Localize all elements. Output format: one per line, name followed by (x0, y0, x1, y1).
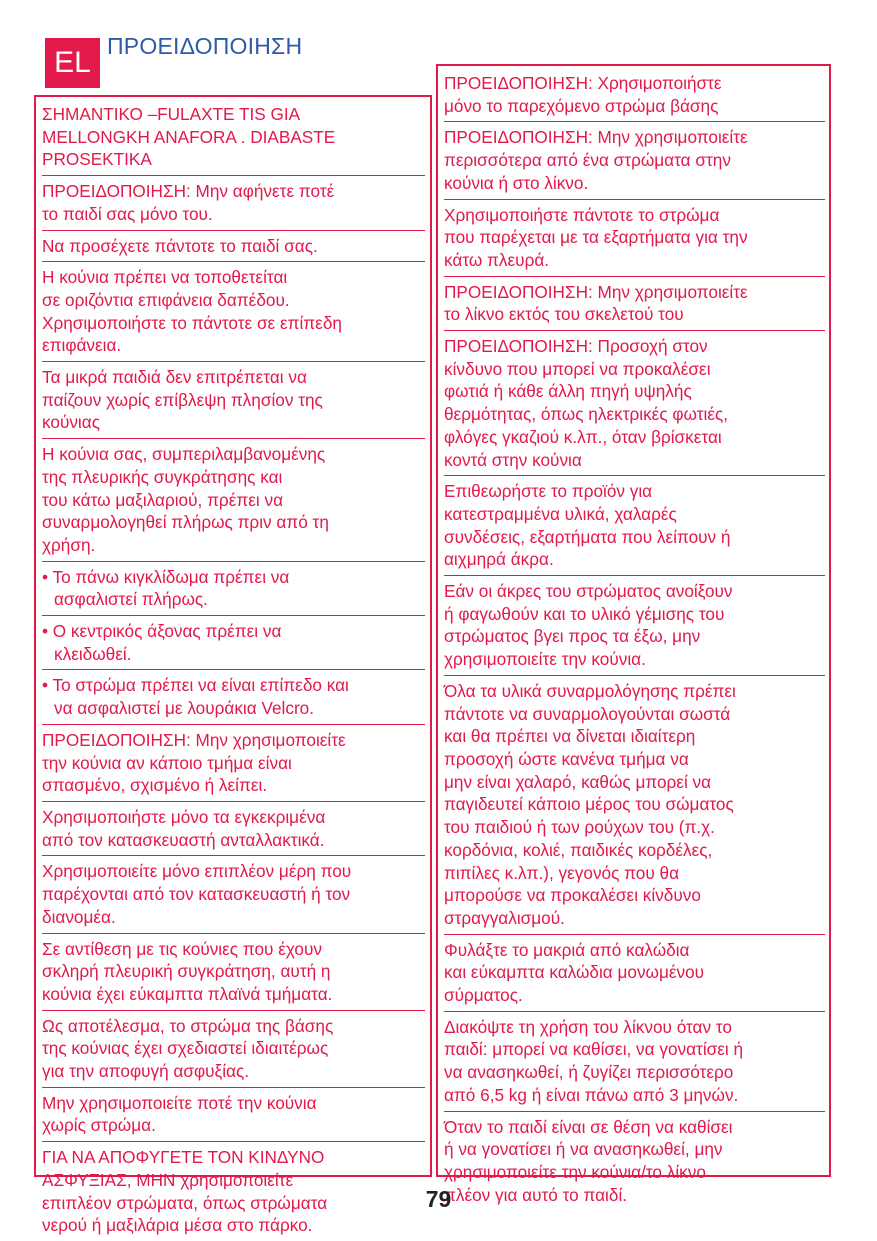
warning-paragraph: Χρησιμοποιήστε πάντοτε το στρώμα που παρέχεται με τα εξαρτήματα για την κάτω πλευρά. (444, 203, 825, 277)
warning-paragraph: Διακόψτε τη χρήση του λίκνου όταν το παιδί: μπορεί να καθίσει, να γονατίσει ή να ανασηκωθεί, ή ζυγίζει περισσότερο από 6,5 kg ή είναι πάνω από 3 μηνών. (444, 1015, 825, 1112)
bullet-item: • Το στρώμα πρέπει να είναι επίπεδο και να ασφαλιστεί με λουράκια Velcro. (42, 673, 425, 724)
warning-paragraph: Όλα τα υλικά συναρμολόγησης πρέπει πάντοτε να συναρμολογούνται σωστά και θα πρέπει να δίνεται ιδιαίτερη προσοχή ώστε κανένα τμήμα να μην είναι χαλαρό, καθώς μπορεί να παγιδευτεί κάποιο μέρος του σώματος του παιδιού ή των ρούχων του (π.χ. κορδόνια, κολιέ, παιδικές κορδέλες, πιπίλες κ.λπ.), γεγονός που θα μπορούσε να προκαλέσει κίνδυνο στραγγαλισμού. (444, 679, 825, 935)
warning-paragraph: Εάν οι άκρες του στρώματος ανοίξουν ή φαγωθούν και το υλικό γέμισης του στρώματος βγει προς τα έξω, μην χρησιμοποιείτε την κούνια. (444, 579, 825, 676)
warning-paragraph: Όταν το παιδί είναι σε θέση να καθίσει ή να γονατίσει ή να ανασηκωθεί, μην χρησιμοποιείτε την κούνια/το λίκνο πλέον για αυτό το παιδί. (444, 1116, 733, 1205)
warning-paragraph: Η κούνια σας, συμπεριλαμβανομένης της πλευρικής συγκράτησης και του κάτω μαξιλαριού, πρέπει να συναρμολογηθεί πλήρως πριν από τη χρήση. (42, 442, 425, 562)
warning-paragraph: Χρησιμοποιήστε μόνο τα εγκεκριμένα από τον κατασκευαστή ανταλλακτικά. (42, 805, 425, 856)
warning-paragraph: ΣΗΜΑΝΤΙΚΟ –FULAXTE TIS GIA MELLONGKH ANAFORA . DIABASTE PROSEKTIKA (42, 102, 425, 176)
warning-paragraph: ΠΡΟΕΙΔΟΠΟΙΗΣΗ: Προσοχή στον κίνδυνο που μπορεί να προκαλέσει φωτιά ή κάθε άλλη πηγή υψηλής θερμότητας, όπως ηλεκτρικές φωτιές, φλόγες γκαζιού κ.λπ., όταν βρίσκεται κοντά στην κούνια (444, 334, 825, 476)
warning-paragraph: Η κούνια πρέπει να τοποθετείται σε οριζόντια επιφάνεια δαπέδου. Χρησιμοποιήστε το πάντοτε σε επίπεδη επιφάνεια. (42, 265, 425, 362)
bullet-item: • Ο κεντρικός άξονας πρέπει να κλειδωθεί. (42, 619, 425, 670)
page-title: ΠΡΟΕΙΔΟΠΟΙΗΣΗ (107, 33, 303, 59)
warning-paragraph: ΠΡΟΕΙΔΟΠΟΙΗΣΗ: Μην χρησιμοποιείτε την κούνια αν κάποιο τμήμα είναι σπασμένο, σχισμένο ή λείπει. (42, 728, 425, 802)
warning-paragraph: ΠΡΟΕΙΔΟΠΟΙΗΣΗ: Χρησιμοποιήστε μόνο το παρεχόμενο στρώμα βάσης (444, 71, 825, 122)
warning-paragraph: Μην χρησιμοποιείτε ποτέ την κούνια χωρίς στρώμα. (42, 1091, 425, 1142)
warning-paragraph: Να προσέχετε πάντοτε το παιδί σας. (42, 234, 425, 263)
warning-paragraph: ΓΙΑ ΝΑ ΑΠΟΦΥΓΕΤΕ ΤΟΝ ΚΙΝΔΥΝΟ ΑΣΦΥΞΙΑΣ, ΜΗΝ χρησιμοποιείτε επιπλέον στρώματα, όπως στρώματα νερού ή μαξιλάρια μέσα στο πάρκο. (42, 1147, 328, 1236)
warning-paragraph: Ως αποτέλεσμα, το στρώμα της βάσης της κούνιας έχει σχεδιαστεί ιδιαιτέρως για την αποφυγή ασφυξίας. (42, 1014, 425, 1088)
warning-paragraph: ΠΡΟΕΙΔΟΠΟΙΗΣΗ: Μην χρησιμοποιείτε περισσότερα από ένα στρώματα στην κούνια ή στο λίκνο. (444, 125, 825, 199)
language-badge: EL (45, 38, 100, 88)
warning-paragraph: Τα μικρά παιδιά δεν επιτρέπεται να παίζουν χωρίς επίβλεψη πλησίον της κούνιας (42, 365, 425, 439)
warning-paragraph: Επιθεωρήστε το προϊόν για κατεστραμμένα υλικά, χαλαρές συνδέσεις, εξαρτήματα που λείπουν ή αιχμηρά άκρα. (444, 479, 825, 576)
warning-paragraph: Φυλάξτε το μακριά από καλώδια και εύκαμπτα καλώδια μονωμένου σύρματος. (444, 938, 825, 1012)
bullet-item: • Το πάνω κιγκλίδωμα πρέπει να ασφαλιστεί πλήρως. (42, 565, 425, 616)
warning-paragraph: ΠΡΟΕΙΔΟΠΟΙΗΣΗ: Μην αφήνετε ποτέ το παιδί σας μόνο του. (42, 179, 425, 230)
warning-paragraph: ΠΡΟΕΙΔΟΠΟΙΗΣΗ: Μην χρησιμοποιείτε το λίκνο εκτός του σκελετού του (444, 280, 825, 331)
page-number: 79 (425, 1186, 452, 1212)
warnings-box-left (34, 95, 432, 1236)
warnings-box-right (436, 64, 831, 1205)
warning-paragraph: Χρησιμοποιείτε μόνο επιπλέον μέρη που παρέχονται από τον κατασκευαστή ή τον διανομέα. (42, 859, 425, 933)
warning-paragraph: Σε αντίθεση με τις κούνιες που έχουν σκληρή πλευρική συγκράτηση, αυτή η κούνια έχει εύκαμπτα πλαϊνά τμήματα. (42, 937, 425, 1011)
